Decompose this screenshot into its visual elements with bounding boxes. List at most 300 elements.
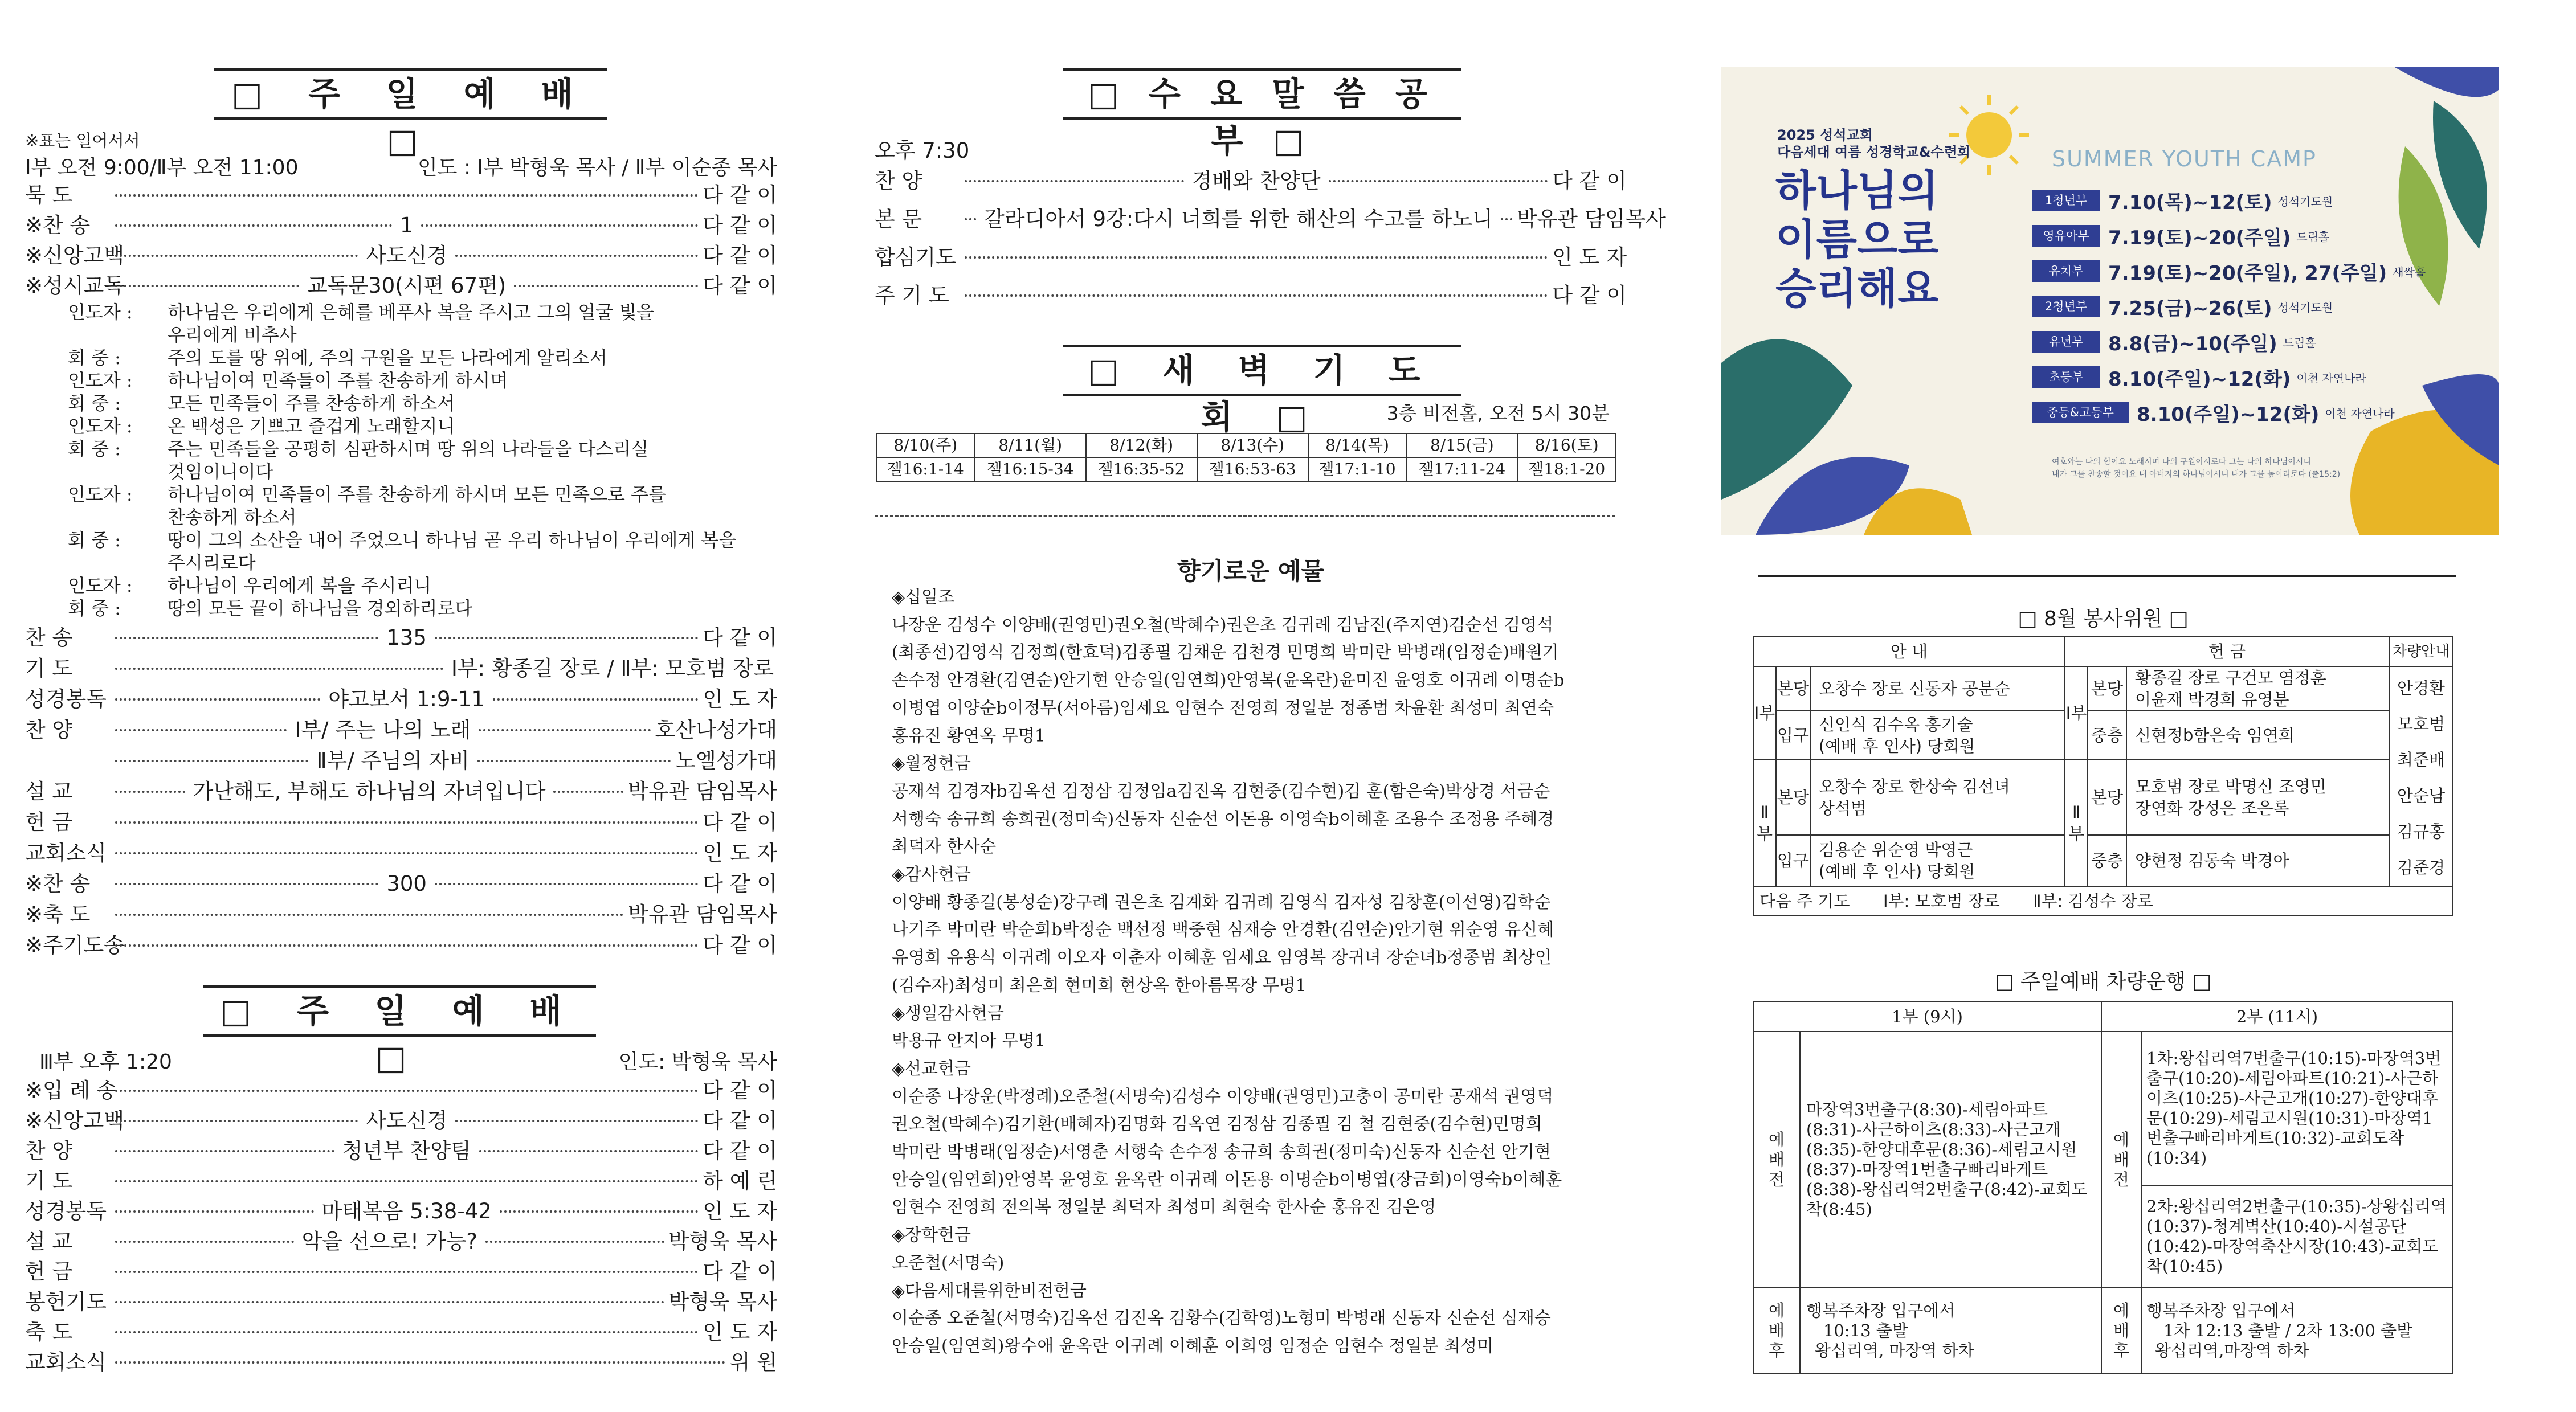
head-vehicle: 차량안내 <box>2389 637 2453 666</box>
offering-names: 안승일(임연희)왕수애 윤옥란 이귀례 이혜훈 이희영 임정순 임현수 정일분 최성미 <box>892 1336 1494 1356</box>
speaker: 회 중 : <box>68 597 121 619</box>
item-responsible: 하 예 린 <box>703 1169 777 1193</box>
reading-text: 주는 민족들을 공평히 심판하시며 땅 위의 나라들을 다스리실 <box>168 438 649 460</box>
offering-names: 나장운 김성수 이양배(권영민)권오철(박혜수)권은초 김귀례 김남진(주지연)김순선 김영석 <box>892 615 1554 635</box>
speaker: 인도자 : <box>68 370 133 391</box>
offering-title: 향기로운 예물 <box>1177 557 1325 585</box>
offering-names: 임현수 전영희 전의복 정일분 최덕자 최성미 최현숙 한사순 홍유진 김은영 <box>892 1197 1436 1218</box>
item-content: Ⅱ부/ 주님의 자비 <box>316 748 470 773</box>
offering-names: 오준철(서명숙) <box>892 1253 1005 1273</box>
dashed-divider <box>875 515 1615 517</box>
p2-offer-bondang: 모호범 장로 박명신 조영민 장연화 강성은 조은록 <box>2126 760 2389 835</box>
item-responsible: 인 도 자 <box>703 841 777 865</box>
item-responsible: 다 같 이 <box>703 1108 777 1133</box>
offering-names: 이병엽 이양순b이정무(서아름)임세요 임현수 전영희 정일분 정종범 차윤환 최성미 최연숙 <box>892 698 1554 718</box>
camp-date: 7.19(토)~20(주일) <box>2108 226 2291 249</box>
offering-names: 유영희 유용식 이귀례 이오자 이춘자 이혜훈 임세요 임영복 장귀녀 장순녀b정종범 최상인 <box>892 948 1552 968</box>
responsive-line <box>68 437 777 483</box>
leader-dots <box>479 1150 699 1152</box>
item-responsible: 다 같 이 <box>703 1259 777 1284</box>
item-responsible: 다 같 이 <box>1552 283 1627 308</box>
dept-badge: 2청년부 <box>2032 296 2100 317</box>
schedule-row <box>2032 222 2329 250</box>
vehicle-guide-name: 김규홍 <box>2397 822 2446 841</box>
item-label: ※성시교독 <box>25 273 124 298</box>
item-content: 사도신경 <box>366 243 448 268</box>
order-item <box>25 1288 777 1316</box>
offering-list <box>892 584 1615 1361</box>
order-item <box>25 931 777 960</box>
service3-leader: 인도: 박형욱 목사 <box>618 1050 777 1074</box>
poster-event: 다음세대 여름 성경학교&수련회 <box>1777 144 1971 160</box>
responsive-line <box>68 346 777 369</box>
leader-dots <box>493 698 698 701</box>
leader-dots <box>435 883 698 885</box>
order-item <box>25 211 777 240</box>
item-label: 기 도 <box>25 656 73 681</box>
camp-place: 드림홀 <box>2283 335 2316 350</box>
order-item <box>25 808 777 837</box>
dawn-date: 8/14(목) <box>1308 433 1407 457</box>
item-label: 찬 양 <box>25 718 73 742</box>
head-offering: 헌 금 <box>2065 637 2389 666</box>
leader-dots <box>1501 218 1512 220</box>
item-responsible: 다 같 이 <box>703 183 777 207</box>
loc-bondang: 본당 <box>2088 760 2126 835</box>
item-content: Ⅰ부/ 주는 나의 노래 <box>295 718 471 742</box>
camp-place: 새싹홀 <box>2393 265 2426 279</box>
offering-category: ◈다음세대를위한비전헌금 <box>892 1280 1087 1301</box>
item-label: 본 문 <box>875 207 922 231</box>
leader-dots <box>115 1150 334 1152</box>
reading-text-cont: 것임이니이다 <box>168 461 273 482</box>
order-item <box>25 1077 777 1105</box>
leader-dots <box>115 194 698 197</box>
shuttle-title: □ 주일예배 차량운행 □ <box>1994 970 2212 993</box>
loc-ipgu: 입구 <box>1776 711 1810 760</box>
offering-names: 이양배 황종길(봉성순)강구례 권은초 김계화 김귀례 김영식 김자성 김창훈(이선영)김학순 <box>892 892 1551 912</box>
vehicle-guides <box>2389 666 2453 886</box>
item-label: 봉헌기도 <box>25 1290 107 1314</box>
item-label: ※찬 송 <box>25 871 91 896</box>
offering-names: (김수자)최성미 최은희 현미희 현상옥 한아름목장 무명1 <box>892 975 1307 996</box>
item-label: 헌 금 <box>25 1259 73 1284</box>
order-item <box>25 1258 777 1286</box>
responsive-line <box>68 574 777 597</box>
item-label: 성경봉독 <box>25 687 107 711</box>
responsive-line <box>68 301 777 346</box>
item-label: 합심기도 <box>875 245 956 269</box>
loc-jung: 중층 <box>2088 711 2126 760</box>
item-content: 경배와 찬양단 <box>1191 169 1321 193</box>
vehicle-guide-name: 모호범 <box>2397 714 2446 734</box>
order-item <box>25 839 777 867</box>
item-responsible: 박유관 담임목사 <box>1516 207 1666 231</box>
p1-guide-bondang: 오창수 장로 신동자 공분순 <box>1810 666 2065 711</box>
schedule-row <box>2032 363 2366 391</box>
item-label: ※찬 송 <box>25 213 91 238</box>
reading-text: 하나님이 우리에게 복을 주시리니 <box>168 575 432 596</box>
dept-badge: 중등&고등부 <box>2032 402 2129 423</box>
reading-text: 하나님이여 민족들이 주를 찬송하게 하시며 모든 민족으로 주를 <box>168 484 666 505</box>
leader-dots <box>965 218 976 220</box>
item-responsible: 다 같 이 <box>1552 169 1627 193</box>
p2-guide-bondang: 오창수 장로 한상숙 김선녀 상석범 <box>1810 760 2065 835</box>
offering-names: 박미란 박병래(임정순)서영춘 서행숙 손수정 송규희 송희권(정미숙)신동자 신순선 안기현 <box>892 1142 1551 1163</box>
offering-category: ◈장학헌금 <box>892 1225 971 1246</box>
responsive-line <box>68 392 777 415</box>
schedule-row <box>2032 292 2333 321</box>
item-content: Ⅰ부: 황종길 장로 / Ⅱ부: 모호범 장로 <box>451 656 774 681</box>
camp-date: 8.10(주일)~12(화) <box>2108 367 2291 391</box>
leader-dots <box>479 729 650 731</box>
sunday-service-title: □ 주 일 예 배 □ <box>214 68 607 120</box>
speaker: 인도자 : <box>68 301 133 323</box>
dawn-prayer-title: □ 새 벽 기 도 회 □ <box>1063 345 1461 396</box>
wed-item <box>875 243 1627 272</box>
vehicle-guide-name: 최준배 <box>2397 750 2446 770</box>
order-item <box>25 1197 777 1226</box>
order-item <box>25 685 777 714</box>
item-responsible: 박형욱 목사 <box>668 1290 777 1314</box>
order-item <box>25 777 777 806</box>
shuttle-2-after: 행복주차장 입구에서 1차 12:13 출발 / 2차 13:00 출발 왕십리역,마장역 하차 <box>2141 1288 2453 1373</box>
offering-category: ◈감사헌금 <box>892 865 971 885</box>
dawn-place: 3층 비전홀, 오전 5시 30분 <box>1386 402 1610 424</box>
order-item <box>25 654 777 683</box>
item-responsible: 박유관 담임목사 <box>628 902 777 927</box>
p1-offer-jung: 신현정b함은숙 임연희 <box>2126 711 2389 760</box>
item-label: ※축 도 <box>25 902 91 927</box>
item-label: ※입 례 송 <box>25 1078 117 1103</box>
camp-place: 이천 자연나라 <box>2325 406 2395 420</box>
dept-badge: 영유아부 <box>2032 225 2100 247</box>
camp-place: 드림홀 <box>2296 230 2330 244</box>
item-content: 갈라디아서 9강:다시 너희를 위한 해산의 수고를 하노니 <box>984 207 1493 231</box>
responsive-line <box>68 415 777 437</box>
shuttle-before-label-2: 예배전 <box>2101 1032 2141 1288</box>
dawn-date: 8/15(금) <box>1406 433 1517 457</box>
vehicle-guide-name: 안경환 <box>2397 678 2446 698</box>
item-responsible: 다 같 이 <box>703 625 777 650</box>
loc-jung: 중층 <box>2088 835 2126 886</box>
item-responsible: 다 같 이 <box>703 933 777 957</box>
item-responsible: 인 도 자 <box>703 1320 777 1344</box>
dawn-date: 8/16(토) <box>1517 433 1616 457</box>
order-item <box>25 901 777 929</box>
leader-dots <box>477 760 671 762</box>
leader-dots <box>115 821 698 824</box>
offering-names: (최종선)김영식 김정희(한효덕)김종필 김채운 김천경 민명희 박미란 박병래(임정순)배원기 <box>892 642 1559 663</box>
camp-date: 7.25(금)~26(토) <box>2108 297 2272 320</box>
item-label: 묵 도 <box>25 183 73 207</box>
dawn-date: 8/10(주) <box>876 433 975 457</box>
service3-time-row <box>25 1048 777 1077</box>
camp-date: 7.10(목)~12(토) <box>2108 191 2272 214</box>
leader-dots <box>115 1271 698 1273</box>
dawn-date: 8/13(수) <box>1197 433 1308 457</box>
p1-offer-bondang: 황종길 장로 구건모 염정훈 이윤재 박경희 유영분 <box>2126 666 2389 711</box>
part2-label-guide: Ⅱ부 <box>1753 760 1776 886</box>
dawn-date: 8/12(화) <box>1086 433 1197 457</box>
order-item <box>25 624 777 652</box>
dept-badge: 초등부 <box>2032 366 2100 388</box>
leader-dots <box>115 698 320 701</box>
column-sunday-worship <box>25 0 777 1412</box>
poster-camp-name: SUMMER YOUTH CAMP <box>2052 146 2317 171</box>
order-item <box>25 242 777 270</box>
leader-dots <box>115 668 443 670</box>
dawn-text: 젤18:1-20 <box>1517 457 1616 481</box>
dawn-date: 8/11(월) <box>975 433 1086 457</box>
leader-dots <box>115 1120 358 1122</box>
order-item <box>25 1107 777 1135</box>
dawn-text: 젤16:15-34 <box>975 457 1086 481</box>
item-responsible: 인 도 자 <box>703 1199 777 1223</box>
offering-names: 박용규 안지아 무명1 <box>892 1031 1046 1051</box>
leader-dots <box>1329 180 1548 182</box>
leader-dots <box>115 852 698 854</box>
leader-dots <box>485 1241 664 1243</box>
reading-text: 모든 민족들이 주를 찬송하게 하소서 <box>168 392 455 414</box>
leader-dots <box>965 180 1184 182</box>
camp-date: 8.10(주일)~12(화) <box>2137 403 2320 426</box>
leader-dots <box>115 729 287 731</box>
right-divider <box>1758 575 2456 577</box>
vehicle-guide-name: 안순남 <box>2397 786 2446 805</box>
leader-dots <box>965 256 1548 259</box>
item-content: 가난해도, 부해도 하나님의 자녀입니다 <box>193 779 546 804</box>
reading-text: 하나님이여 민족들이 주를 찬송하게 하시며 <box>168 370 508 391</box>
camp-place: 성석기도원 <box>2277 300 2333 314</box>
leader-dots <box>115 1331 698 1333</box>
offering-category: ◈선교헌금 <box>892 1058 971 1079</box>
loc-ipgu: 입구 <box>1776 835 1810 886</box>
order-item <box>25 716 777 744</box>
speaker: 인도자 : <box>68 484 133 505</box>
item-responsible: 다 같 이 <box>703 243 777 268</box>
offering-names: 서행숙 송규희 송희권(정미숙)신동자 신순선 이돈용 이영숙b이혜훈 조용수 조정용 주혜경 <box>892 809 1554 829</box>
item-responsible: 다 같 이 <box>703 871 777 896</box>
item-responsible: 위 원 <box>729 1350 777 1374</box>
standing-note: ※표는 일어서서 <box>25 131 140 150</box>
wednesday-title: □ 수 요 말 씀 공 부 □ <box>1063 68 1461 120</box>
leader-dots <box>435 637 698 639</box>
leader-dots <box>115 944 698 947</box>
poster-verse: 여호와는 나의 힘이요 노래시며 나의 구원이시로다 그는 나의 하나님이시니 내가 그를 찬송할 것이요 내 아버지의 하나님이시니 내가 그를 높이리로다 (출15:2) <box>2052 457 2341 479</box>
shuttle-head-1: 1부 (9시) <box>1753 1002 2101 1032</box>
leader-dots <box>965 294 1548 297</box>
p2-guide-ipgu: 김용순 위순영 박영근 (예배 후 인사) 당회원 <box>1810 835 2065 886</box>
item-label: 찬 양 <box>25 1139 73 1163</box>
item-content: 300 <box>386 871 427 896</box>
part2-label-offer: Ⅱ부 <box>2065 760 2088 886</box>
item-label: 찬 송 <box>25 625 73 650</box>
shuttle-1-after: 행복주차장 입구에서 10:13 출발 왕십리역, 마장역 하차 <box>1800 1288 2101 1373</box>
part1-label-offer: Ⅰ부 <box>2065 666 2088 760</box>
item-label: 기 도 <box>25 1169 73 1193</box>
dawn-text: 젤16:53-63 <box>1197 457 1308 481</box>
reading-text: 땅이 그의 소산을 내어 주었으니 하나님 곧 우리 하나님이 우리에게 복을 <box>168 529 737 551</box>
item-responsible: 노엘성가대 <box>675 748 777 773</box>
leader-dots <box>421 224 698 227</box>
poster-headline: 하나님의 이름으로 승리해요 <box>1775 166 1938 313</box>
leader-dots <box>115 1180 698 1182</box>
leader-dots <box>115 914 623 916</box>
order-item <box>25 1348 777 1377</box>
order-item <box>25 870 777 898</box>
leader-dots <box>115 1210 314 1213</box>
service3-time: Ⅲ부 오후 1:20 <box>39 1050 172 1074</box>
reading-text-cont: 주시리로다 <box>168 552 256 574</box>
leader-dots <box>500 1210 699 1213</box>
part1-label-guide: Ⅰ부 <box>1753 666 1776 760</box>
offering-category: ◈월정헌금 <box>892 754 971 774</box>
offering-names: 이순종 오준철(서명숙)김옥선 김진옥 김황수(김학영)노형미 박병래 신동자 신순선 심재승 <box>892 1308 1551 1329</box>
dawn-text: 젤16:1-14 <box>876 457 975 481</box>
speaker: 회 중 : <box>68 438 121 460</box>
service-time: Ⅰ부 오전 9:00/Ⅱ부 오전 11:00 <box>25 156 299 179</box>
responsive-line <box>68 483 777 529</box>
item-responsible: 다 같 이 <box>703 1139 777 1163</box>
item-content: 교독문30(시편 67편) <box>307 273 507 298</box>
dawn-text: 젤17:1-10 <box>1308 457 1407 481</box>
item-responsible: 다 같 이 <box>703 273 777 298</box>
leader-dots <box>115 255 358 257</box>
order-item <box>25 1137 777 1165</box>
reading-text-cont: 우리에게 비추사 <box>168 324 297 346</box>
shuttle-after-label-1: 예배후 <box>1753 1288 1800 1373</box>
schedule-row <box>2032 257 2426 285</box>
dawn-schedule-table <box>876 433 1616 482</box>
reading-text: 온 백성은 기쁘고 즐겁게 노래할지니 <box>168 415 455 437</box>
item-responsible: 인 도 자 <box>703 687 777 711</box>
schedule-row <box>2032 398 2395 427</box>
offering-category: ◈십일조 <box>892 587 955 607</box>
leader-dots <box>115 1090 698 1092</box>
schedule-row <box>2032 186 2333 215</box>
dawn-text: 젤17:11-24 <box>1406 457 1517 481</box>
speaker: 회 중 : <box>68 392 121 414</box>
wednesday-time: 오후 7:30 <box>875 138 970 163</box>
item-content: 1 <box>399 213 414 238</box>
leader-dots <box>115 285 299 287</box>
shuttle-after-label-2: 예배후 <box>2101 1288 2141 1373</box>
leader-dots <box>115 791 185 793</box>
dept-badge: 유치부 <box>2032 260 2100 282</box>
item-responsible: 박형욱 목사 <box>668 1229 778 1254</box>
item-content: 135 <box>386 625 427 650</box>
speaker: 인도자 : <box>68 575 133 596</box>
service-time-row <box>25 154 777 182</box>
offering-names: 권오철(박혜수)김기환(배혜자)김명화 김옥연 김정삼 김종필 김 철 김현중(김수현)민명희 <box>892 1114 1542 1135</box>
offering-names: 나기주 박미란 박순희b박정순 백선정 백중현 심재승 안경환(김연순)안기현 위순영 유신혜 <box>892 920 1554 940</box>
sunday-service3-title: □ 주 일 예 배 □ <box>203 985 596 1037</box>
order-item <box>25 1318 777 1346</box>
dept-badge: 1청년부 <box>2032 190 2100 211</box>
volunteers-table <box>1753 636 2453 916</box>
leader-dots <box>115 1301 664 1303</box>
speaker: 인도자 : <box>68 415 133 437</box>
leader-dots <box>115 637 378 639</box>
vehicle-guide-name: 김준경 <box>2397 858 2446 877</box>
item-label: 설 교 <box>25 1229 73 1254</box>
item-responsible: 인 도 자 <box>1552 245 1627 269</box>
offering-names: 최덕자 한사순 <box>892 837 997 857</box>
leader-dots <box>115 760 308 762</box>
volunteers-title: □ 8월 봉사위원 □ <box>2018 607 2189 631</box>
leader-dots <box>115 1241 294 1243</box>
offering-category: ◈생일감사헌금 <box>892 1003 1004 1024</box>
shuttle-1-before: 마장역3번출구(8:30)-세림아파트(8:31)-사근하이츠(8:33)-사근고개(8:35)-한양대후문(8:36)-세림고시원(8:37)-마장역1번출구빠리바게트(8:38)-왕십리역2번출구(8:42)-교회도착(8:45) <box>1800 1032 2101 1288</box>
shuttle-head-2: 2부 (11시) <box>2101 1002 2453 1032</box>
leader-dots <box>553 791 623 793</box>
item-label: 교회소식 <box>25 841 107 865</box>
speaker: 회 중 : <box>68 529 121 551</box>
item-label: ※신앙고백 <box>25 1108 124 1133</box>
camp-place: 성석기도원 <box>2277 194 2333 208</box>
loc-bondang: 본당 <box>1776 760 1810 835</box>
head-guide: 안 내 <box>1753 637 2065 666</box>
item-responsible: 박유관 담임목사 <box>628 779 778 804</box>
item-responsible: 다 같 이 <box>703 1078 777 1103</box>
column-weekday <box>875 0 1666 1412</box>
order-item <box>25 181 777 210</box>
p1-guide-ipgu: 신인식 김수옥 홍기술 (예배 후 인사) 당회원 <box>1810 711 2065 760</box>
p2-offer-jung: 양현정 김동숙 박경아 <box>2126 835 2389 886</box>
item-label: ※주기도송 <box>25 933 124 957</box>
reading-text-cont: 찬송하게 하소서 <box>168 506 297 528</box>
order-item <box>25 1227 777 1256</box>
shuttle-before-label-1: 예배전 <box>1753 1032 1800 1288</box>
leader-dots <box>115 1361 725 1364</box>
leader-dots <box>455 1120 698 1122</box>
item-responsible: 다 같 이 <box>703 810 777 834</box>
wed-item <box>875 167 1627 195</box>
loc-bondang: 본당 <box>1776 666 1810 711</box>
loc-bondang: 본당 <box>2088 666 2126 711</box>
shuttle-table <box>1753 1001 2453 1374</box>
dawn-text: 젤16:35-52 <box>1086 457 1197 481</box>
item-content: 청년부 찬양팀 <box>342 1139 471 1163</box>
item-label: 축 도 <box>25 1320 73 1344</box>
reading-text: 땅의 모든 끝이 하나님을 경외하리로다 <box>168 597 473 619</box>
item-content: 악을 선으로! 가능? <box>301 1229 477 1254</box>
service-leader: 인도 : Ⅰ부 박형욱 목사 / Ⅱ부 이순종 목사 <box>417 156 777 179</box>
dept-badge: 유년부 <box>2032 331 2100 353</box>
leader-dots <box>115 883 378 885</box>
order-item <box>25 1167 777 1196</box>
item-responsible: 다 같 이 <box>703 213 778 238</box>
offering-names: 공재석 김경자b김옥선 김정삼 김정임a김진옥 김현중(김수현)김 훈(함은숙)박상경 서금순 <box>892 781 1550 801</box>
item-responsible: 호산나성가대 <box>655 718 777 742</box>
responsive-line <box>68 369 777 392</box>
item-label: ※신앙고백 <box>25 243 124 268</box>
camp-date: 7.19(토)~20(주일), 27(주일) <box>2108 261 2387 285</box>
item-content: 사도신경 <box>366 1108 448 1133</box>
reading-text: 하나님은 우리에게 은혜를 베푸사 복을 주시고 그의 얼굴 빛을 <box>168 301 655 323</box>
offering-names: 안승일(임연희)안영복 윤영호 윤옥란 이귀례 이돈용 이명순b이병엽(장금희)이영숙b이혜훈 <box>892 1169 1562 1190</box>
reading-text: 주의 도를 땅 위에, 주의 구원을 모든 나라에게 알리소서 <box>168 347 607 369</box>
poster-church: 2025 성석교회 <box>1777 127 1873 143</box>
offering-names: 손수정 안경환(김연순)안기현 안승일(임연희)안영복(윤옥란)윤미진 윤영호 이귀례 이명순b <box>892 670 1565 691</box>
responsive-line <box>68 597 777 620</box>
item-content: 야고보서 1:9-11 <box>328 687 485 711</box>
shuttle-2-before-1: 1차:왕십리역7번출구(10:15)-마장역3번출구(10:20)-세림아파트(10:21)-사근하이츠(10:25)-사근고개(10:27)-한양대후문(10:29)-세림고시원(10:31)-마장역1번출구빠리바게트(10:32)-교회도착(10:34) <box>2141 1032 2453 1185</box>
leader-dots <box>115 224 392 227</box>
leader-dots <box>455 255 698 257</box>
camp-date: 8.8(금)~10(주일) <box>2108 332 2277 355</box>
